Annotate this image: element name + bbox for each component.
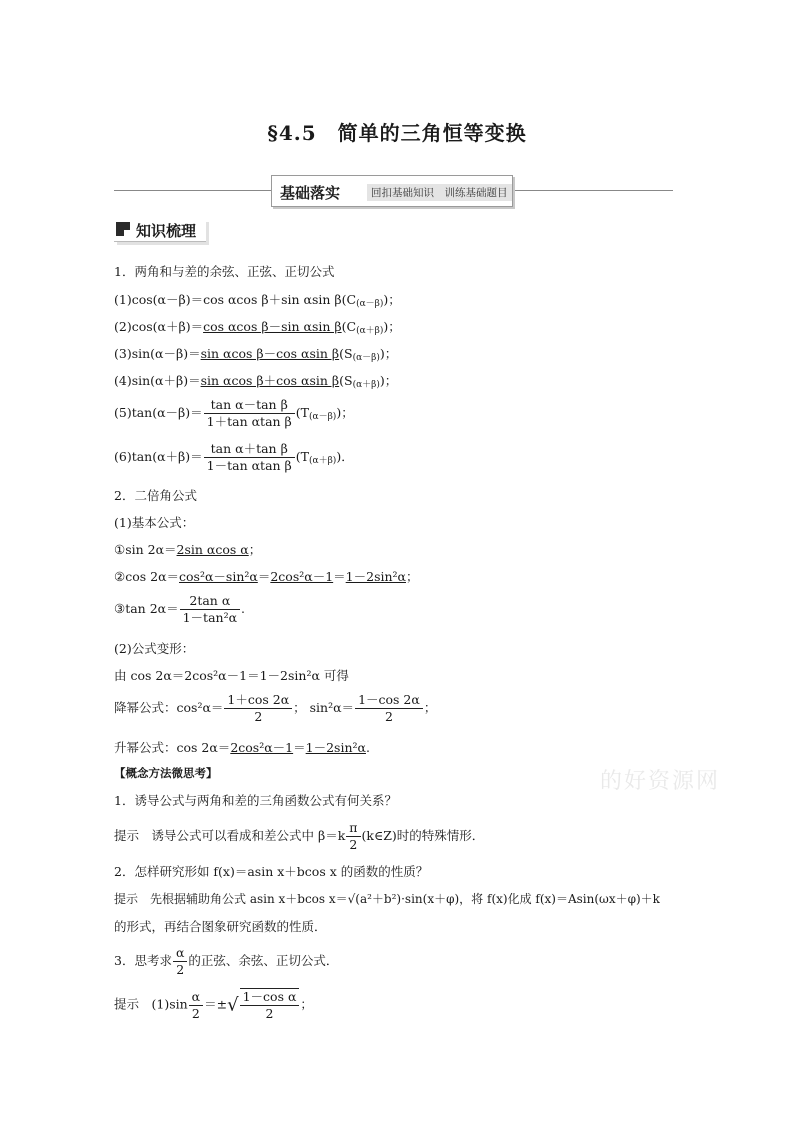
answer-3: 提示 (1)sin $\frac{\alpha}{2}$ ＝±√ $\frac{\text{1－cos α}}{2}$ ； (114, 988, 313, 1021)
formula-2: (2)cos(α＋β)＝cos αcos β－sin αsin β(C(α＋β))； (114, 319, 401, 336)
question-1: 1．诱导公式与两角和差的三角函数公式有何关系？ (114, 793, 397, 808)
answer-2-line-1: 提示 先根据辅助角公式 asin x＋bcos x＝√(a²＋b²)·sin(x＋φ)，将 f(x)化成 f(x)＝Asin(ωx＋φ)＋k (114, 892, 660, 906)
double-sin: ①sin 2α＝2sin αcos α； (114, 542, 262, 557)
answer-1: 提示 诱导公式可以看成和差公式中 β＝k $\frac{\pi}{2}$ (k∈Z)时的特殊情形． (114, 820, 485, 852)
think-heading: 【概念方法微思考】 (114, 766, 218, 780)
formula-3: (3)sin(α－β)＝sin αcos β－cos αsin β(S(α－β))； (114, 346, 398, 363)
banner-sub: 回扣基础知识 训练基础题目 (367, 184, 512, 201)
divider-left (114, 190, 271, 191)
heading-1: 1．两角和与差的余弦、正弦、正切公式 (114, 264, 335, 279)
power-raise: 升幂公式：cos 2α＝2cos²α－1＝1－2sin²α. (114, 740, 370, 755)
question-3: 3．思考求 $\frac{\alpha}{2}$ 的正弦、余弦、正切公式． (114, 945, 339, 977)
formula-5: (5)tan(α－β)＝ $\frac{\text{tan α－tan β}}{\text{1＋tan αtan β}}$ (T(α－β))； (114, 397, 354, 429)
divider-right (513, 190, 673, 191)
section-title: 知识梳理 (136, 222, 197, 240)
section-header (114, 219, 206, 242)
heading-2: 2．二倍角公式 (114, 488, 197, 503)
transform-label: (2)公式变形： (114, 641, 195, 656)
question-2: 2．怎样研究形如 f(x)＝asin x＋bcos x 的函数的性质？ (114, 864, 429, 879)
formula-6: (6)tan(α＋β)＝ $\frac{\text{tan α＋tan β}}{\text{1－tan αtan β}}$ (T(α＋β))． (114, 441, 354, 473)
watermark: 的好资源网 (600, 769, 721, 794)
double-tan: ③tan 2α＝ $\frac{\text{2tan α}}{\text{1－tan²α}}$ . (114, 593, 246, 625)
section-banner (271, 175, 513, 207)
square-icon (116, 222, 130, 236)
answer-2-line-2: 的形式，再结合图象研究函数的性质． (114, 919, 327, 934)
derivation-text: 由 cos 2α＝2cos²α－1＝1－2sin²α 可得 (114, 668, 349, 683)
page-title: §4.5 简单的三角恒等变换 (267, 121, 527, 145)
formula-4: (4)sin(α＋β)＝sin αcos β＋cos αsin β(S(α＋β))； (114, 373, 398, 390)
formula-1: (1)cos(α－β)＝cos αcos β＋sin αsin β(C(α－β))； (114, 292, 401, 309)
double-cos: ②cos 2α＝cos²α－sin²α＝2cos²α－1＝1－2sin²α； (114, 569, 419, 584)
basic-formulas-label: (1)基本公式： (114, 515, 195, 530)
power-reduction: 降幂公式：cos²α＝ $\frac{1+\cos 2\alpha}{2}$ ； sin²α＝ $\frac{1-\cos 2\alpha}{2}$ ； (114, 692, 437, 724)
banner-main: 基础落实 (280, 184, 341, 202)
